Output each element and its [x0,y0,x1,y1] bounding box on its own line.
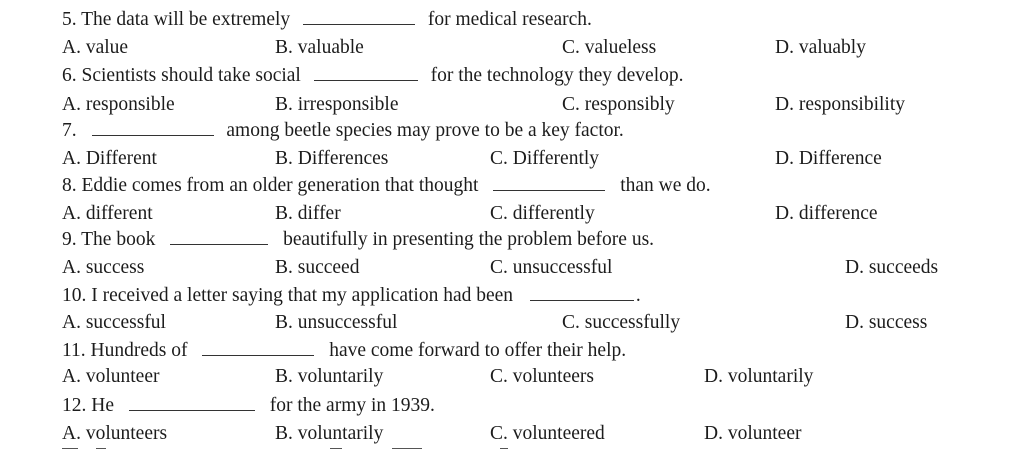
option-b: B. Differences [275,148,389,169]
question-text-before: 5. The data will be extremely [62,9,291,30]
option-b: B. voluntarily [275,366,384,387]
answer-blank [493,176,605,191]
option-d: D. volunteer [704,423,802,444]
option-d: D. valuably [775,37,866,58]
answer-blank [303,10,415,25]
question-9 [62,230,654,250]
option-b: B. irresponsible [275,94,399,115]
option-a: A. success [62,257,145,278]
answer-blank [202,341,314,356]
question-text-before: 9. The book [62,229,156,250]
option-c: C. responsibly [562,94,675,115]
question-8 [62,176,711,196]
question-5 [62,10,592,30]
question-text-after: beautifully in presenting the problem before us. [283,229,655,250]
question-text-after: than we do. [620,175,711,196]
question-10 [62,286,641,306]
question-text-after: for the army in 1939. [269,395,435,416]
question-12 [62,396,435,416]
option-c: C. unsuccessful [490,257,613,278]
answer-blank [530,286,634,301]
option-c: C. valueless [562,37,657,58]
question-text-before: 8. Eddie comes from an older generation that thought [62,175,479,196]
option-d: D. voluntarily [704,366,814,387]
answer-blank [92,121,214,136]
option-a: A. Different [62,148,157,169]
question-text-before: 7. [62,120,77,141]
option-c: C. Differently [490,148,600,169]
option-d: D. success [845,312,928,333]
answer-blank [314,66,418,81]
option-c: C. differently [490,203,595,224]
option-d: D. succeeds [845,257,939,278]
option-a: A. responsible [62,94,175,115]
option-b: B. voluntarily [275,423,384,444]
option-d: D. difference [775,203,878,224]
question-text-after: among beetle species may prove to be a key factor. [226,120,624,141]
question-text-before: 10. I received a letter saying that my application had been [62,285,514,306]
question-text-after: for medical research. [427,9,592,30]
option-d: D. responsibility [775,94,905,115]
cropped-previous-line [0,0,1024,1]
option-c: C. successfully [562,312,681,333]
question-text-before: 12. He [62,395,114,416]
option-b: B. succeed [275,257,360,278]
option-a: A. value [62,37,129,58]
question-7 [62,121,624,141]
question-text-before: 6. Scientists should take social [62,65,301,86]
question-6 [62,66,684,86]
question-text-after: . [635,285,641,306]
option-c: C. volunteered [490,423,605,444]
cropped-next-line [0,448,1024,453]
question-11 [62,341,626,361]
option-c: C. volunteers [490,366,594,387]
option-a: A. volunteer [62,366,160,387]
option-a: A. successful [62,312,166,333]
option-b: B. differ [275,203,341,224]
option-b: B. valuable [275,37,364,58]
answer-blank [170,230,268,245]
option-b: B. unsuccessful [275,312,398,333]
option-a: A. volunteers [62,423,168,444]
answer-blank [129,396,255,411]
question-text-before: 11. Hundreds of [62,340,188,361]
option-a: A. different [62,203,153,224]
question-text-after: for the technology they develop. [430,65,684,86]
question-text-after: have come forward to offer their help. [329,340,627,361]
option-d: D. Difference [775,148,882,169]
